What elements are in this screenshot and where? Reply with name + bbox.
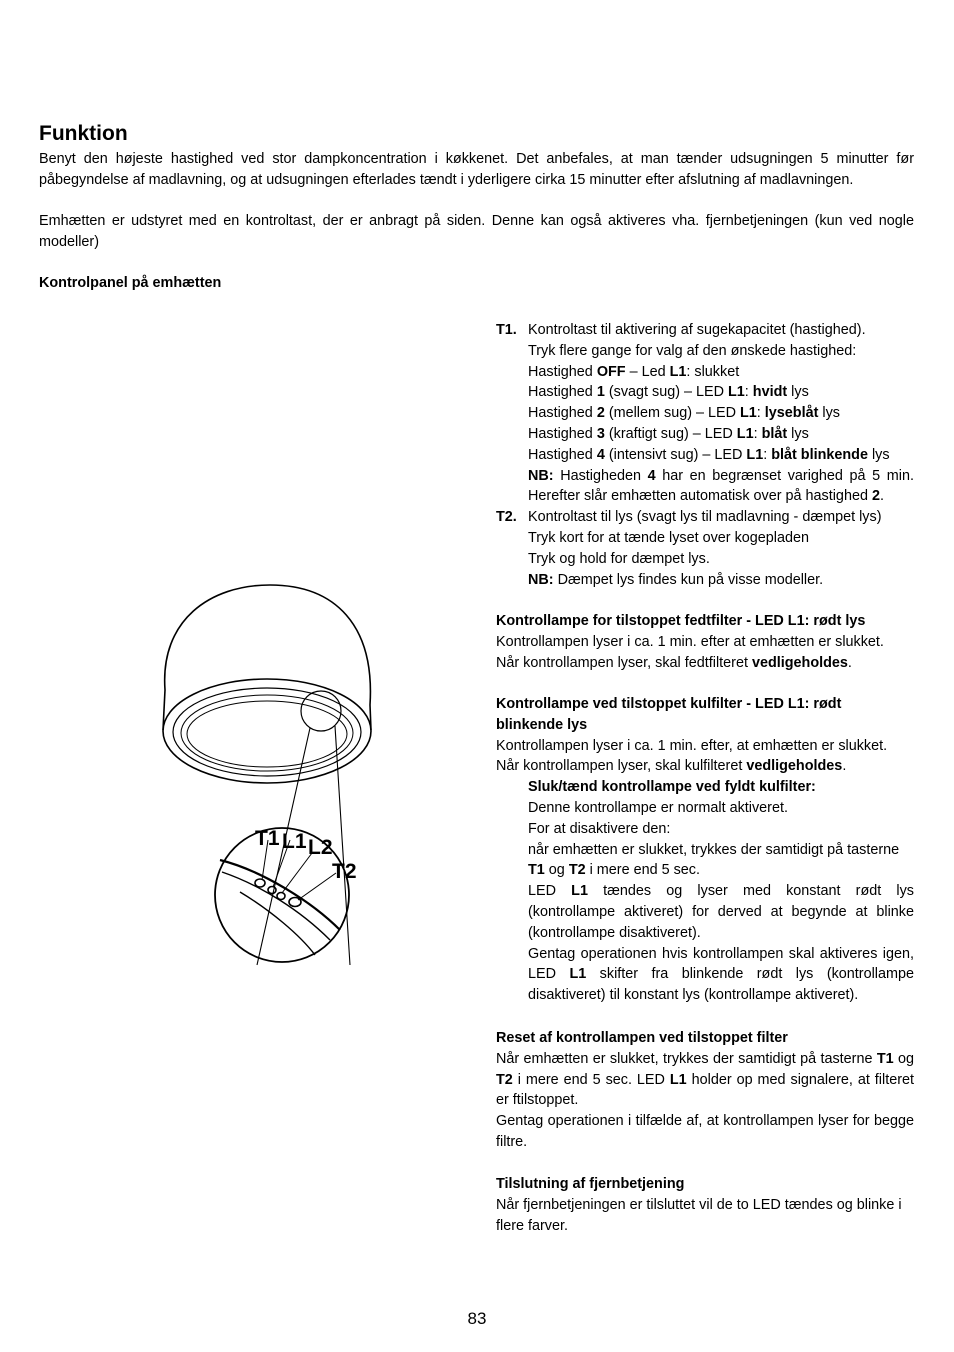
carbon-toggle-repeat: Gentag operationen hvis kontrollampen skal aktiveres igen, LED L1 skifter fra blinkende rødt lys (kontrollampe disaktiveret) til konstant lys (kontrollampe aktiveret). <box>528 945 914 1004</box>
carbon-filter-maintenance: Når kontrollampen lyser, skal kulfilteret vedligeholdes. <box>496 758 847 775</box>
reset-section <box>496 1028 914 1153</box>
grease-filter-heading: Kontrollampe for tilstoppet fedtfilter - LED L1: rødt lys <box>496 613 866 629</box>
speed-4-line: Hastighed 4 (intensivt sug) – LED L1: blåt blinkende lys <box>528 446 890 463</box>
t2-label: T2. <box>496 509 517 526</box>
carbon-filter-heading: Kontrollampe ved tilstoppet kulfilter - LED L1: rødt <box>496 696 842 712</box>
reset-text: Når emhætten er slukket, trykkes der samtidigt på tasterne T1 og T2 i mere end 5 sec. LED L1 holder op med signalere, at filteret er ftilstoppet. <box>496 1050 914 1109</box>
carbon-toggle-heading: Sluk/tænd kontrollampe ved fyldt kulfilter: <box>528 779 816 796</box>
t1-item <box>496 320 914 507</box>
speed-2-line: Hastighed 2 (mellem sug) – LED L1: lyseblåt lys <box>528 405 840 422</box>
figure-label-l2: L2 <box>308 836 333 859</box>
hood-illustration <box>150 580 390 990</box>
grease-filter-maintenance: Når kontrollampen lyser, skal fedtfilteret vedligeholdes. <box>496 654 852 671</box>
grease-filter-text: Kontrollampen lyser i ca. 1 min. efter at emhætten er slukket. <box>496 633 884 650</box>
carbon-toggle-led: LED L1 tændes og lyser med konstant rødt lys (kontrollampe aktiveret) for derved at begynde at blinke (kontrollampe disaktiveret). <box>528 883 914 941</box>
figure-label-t2: T2 <box>332 860 357 883</box>
reset-heading: Reset af kontrollampen ved tilstoppet filter <box>496 1030 788 1046</box>
page-number: 83 <box>467 1309 487 1328</box>
speed-1-line: Hastighed 1 (svagt sug) – LED L1: hvidt lys <box>528 384 809 401</box>
speed-3-line: Hastighed 3 (kraftigt sug) – LED L1: blåt lys <box>528 425 809 442</box>
control-keys-list <box>496 320 914 590</box>
t2-item <box>496 507 914 590</box>
speed-off-line: Hastighed OFF – Led L1: slukket <box>528 363 740 380</box>
intro-paragraph-2: Emhætten er udstyret med en kontroltast, der er anbragt på siden. Denne kan også aktiveres vha. fjernbetjeningen (kun ved nogle modeller) <box>39 213 914 250</box>
carbon-filter-text: Kontrollampen lyser i ca. 1 min. efter, at emhætten er slukket. <box>496 737 888 754</box>
remote-heading: Tilslutning af fjernbetjening <box>496 1176 685 1192</box>
t1-instruction: Tryk flere gange for valg af den ønskede hastighed: <box>528 342 857 359</box>
carbon-toggle-default: Denne kontrollampe er normalt aktiveret. <box>528 799 788 816</box>
remote-text: Når fjernbetjeningen er tilsluttet vil de to LED tændes og blinke i flere farver. <box>496 1196 902 1234</box>
t1-label: T1. <box>496 322 517 338</box>
grease-filter-section <box>496 611 914 673</box>
figure-label-t1: T1 <box>255 827 280 850</box>
remote-section <box>496 1174 914 1236</box>
reset-repeat: Gentag operationen i tilfælde af, at kontrollampen lyser for begge filtre. <box>496 1113 914 1150</box>
t2-instruction-hold: Tryk og hold for dæmpet lys. <box>528 550 710 567</box>
t1-note: NB: Hastigheden 4 har en begrænset varighed på 5 min. Herefter slår emhætten automatisk over på hastighed 2. <box>528 467 914 505</box>
control-panel-heading: Kontrolpanel på emhætten <box>39 275 222 291</box>
t1-description: Kontroltast til aktivering af sugekapacitet (hastighed). <box>528 322 866 338</box>
carbon-filter-heading-cont: blinkende lys <box>496 716 588 733</box>
carbon-toggle-intro: For at disaktivere den: <box>528 820 671 837</box>
carbon-filter-section <box>496 694 914 1006</box>
t2-note: NB: Dæmpet lys findes kun på visse modeller. <box>528 571 824 588</box>
t2-instruction-short: Tryk kort for at tænde lyset over kogepladen <box>528 529 810 546</box>
t2-description: Kontroltast til lys (svagt lys til madlavning - dæmpet lys) <box>528 509 882 526</box>
page-title: Funktion <box>39 122 128 145</box>
figure-label-l1: L1 <box>282 830 307 853</box>
intro-paragraph-1: Benyt den højeste hastighed ved stor dampkoncentration i køkkenet. Det anbefales, at man tænder udsugningen 5 minutter før påbegyndelse af madlavning, og at udsugningen efterlades tændt i yderligere cirka 15 minutter efter afslutning af madlavningen. <box>39 151 914 188</box>
carbon-toggle-step: når emhætten er slukket, trykkes der samtidigt på tasterne T1 og T2 i mere end 5 sec. <box>528 841 900 879</box>
